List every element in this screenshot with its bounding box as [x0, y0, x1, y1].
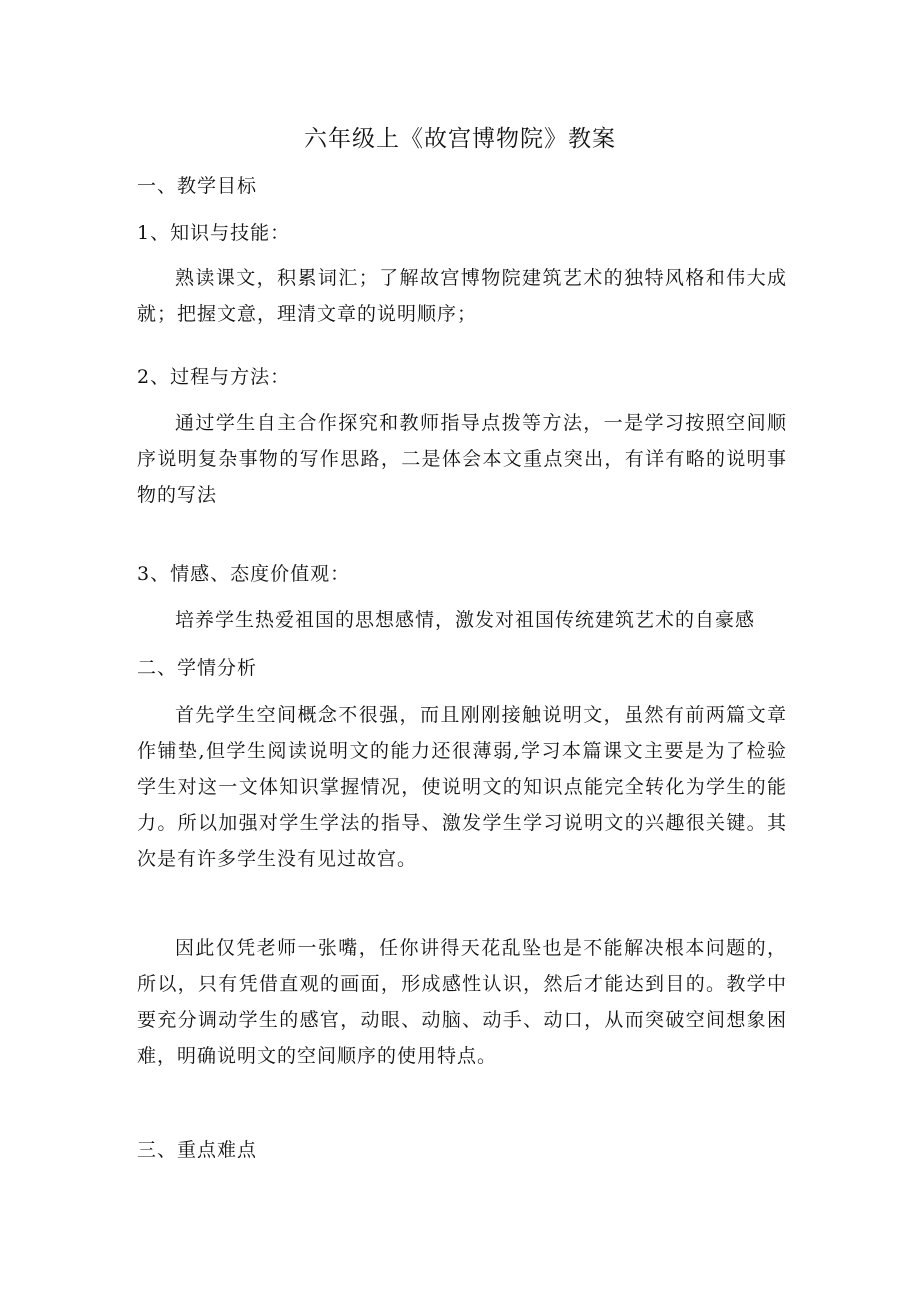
- subheading-emotion-values: 3、情感、态度价值观：: [137, 563, 351, 585]
- paragraph-emotion-values: 培养学生热爱祖国的思想感情，激发对祖国传统建筑艺术的自豪感: [175, 609, 756, 631]
- document-title: 六年级上《故宫博物院》教案: [304, 126, 616, 152]
- section-heading-teaching-goals: 一、教学目标: [137, 175, 258, 197]
- subheading-knowledge-skills: 1、知识与技能：: [137, 222, 291, 244]
- paragraph-learner-analysis-2: 因此仅凭老师一张嘴，任你讲得天花乱坠也是不能解决根本问题的，所以，只有凭借直观的画面，形成感性认识，然后才能达到目的。教学中要充分调动学生的感官，动眼、动脑、动手、动口，从而突破空间想象困难，明确说明文的空间顺序的使用特点。: [137, 937, 787, 1067]
- paragraph-knowledge-skills: 熟读课文，积累词汇；了解故宫博物院建筑艺术的独特风格和伟大成就；把握文意，理清文章的说明顺序；: [137, 267, 787, 325]
- subheading-process-methods: 2、过程与方法：: [137, 366, 291, 388]
- section-heading-learner-analysis: 二、学情分析: [137, 657, 258, 679]
- paragraph-learner-analysis-1: 首先学生空间概念不很强，而且刚刚接触说明文，虽然有前两篇文章作铺垫,但学生阅读说明文的能力还很薄弱,学习本篇课文主要是为了检验学生对这一文体知识掌握情况，使说明文的知识点能完全转化为学生的能力。所以加强对学生学法的指导、激发学生学习说明文的兴趣很关键。其次是有许多学生没有见过故宫。: [137, 704, 787, 870]
- paragraph-process-methods: 通过学生自主合作探究和教师指导点拨等方法，一是学习按照空间顺序说明复杂事物的写作思路，二是体会本文重点突出，有详有略的说明事物的写法: [137, 412, 787, 506]
- section-heading-key-difficulties: 三、重点难点: [137, 1139, 258, 1161]
